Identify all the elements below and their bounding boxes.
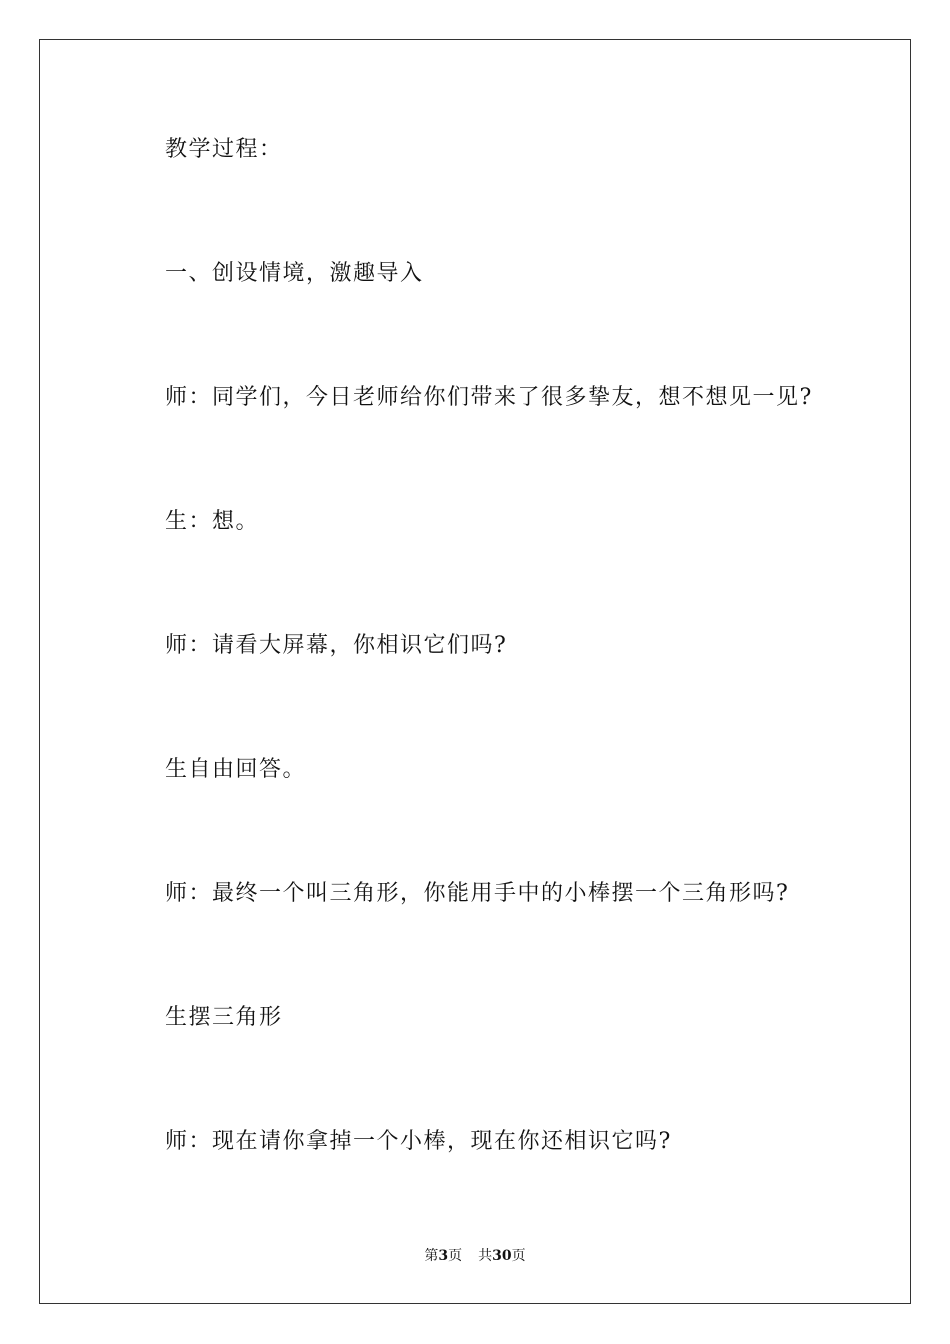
page-border [39,39,911,1304]
paragraph-student-1: 生：想。 [165,509,260,534]
paragraph-teacher-2: 师：请看大屏幕，你相识它们吗? [165,633,508,658]
footer-total-prefix: 共 [478,1248,493,1264]
footer-total-pages: 30 [492,1248,512,1264]
paragraph-section-one: 一、创设情境，激趣导入 [165,261,424,286]
footer-total-suffix: 页 [511,1248,526,1264]
footer-page-suffix: 页 [448,1248,463,1264]
footer-page-number: 3 [438,1248,449,1264]
paragraph-heading-process: 教学过程： [165,137,283,162]
footer-page-prefix: 第 [424,1248,439,1264]
paragraph-teacher-1: 师：同学们，今日老师给你们带来了很多挚友，想不想见一见? [165,385,813,410]
paragraph-student-2: 生自由回答。 [165,757,307,782]
paragraph-teacher-4: 师：现在请你拿掉一个小棒，现在你还相识它吗? [165,1129,672,1154]
page-footer [0,1246,950,1266]
paragraph-student-3: 生摆三角形 [165,1005,283,1030]
paragraph-teacher-3: 师：最终一个叫三角形，你能用手中的小棒摆一个三角形吗? [165,881,790,906]
